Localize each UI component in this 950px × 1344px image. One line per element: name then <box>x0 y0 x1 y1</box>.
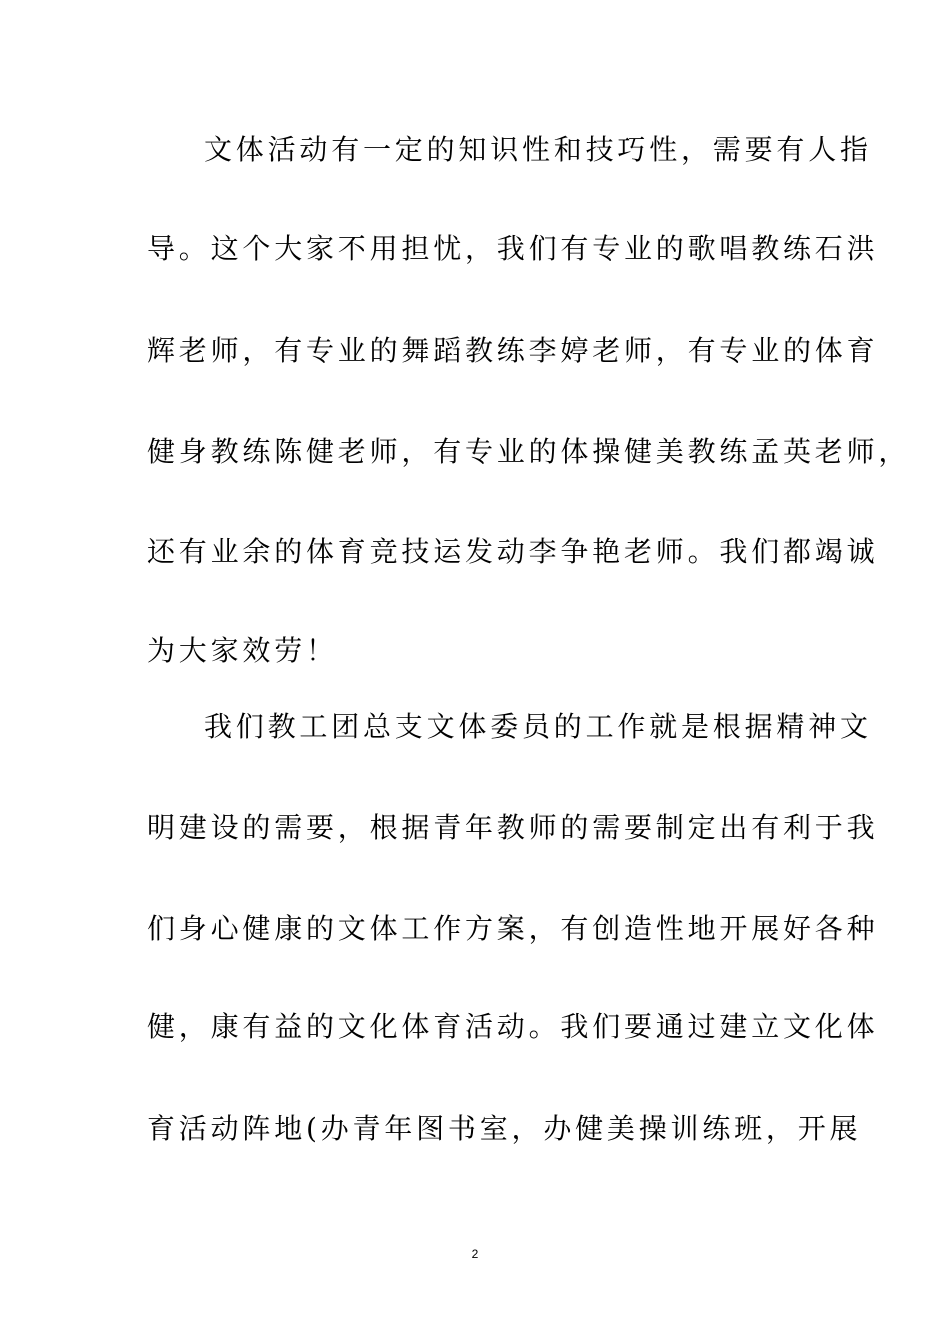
paragraph-1-line-3: 辉老师，有专业的舞蹈教练李婷老师，有专业的体育 <box>147 334 879 367</box>
paragraph-2-line-3: 们身心健康的文体工作方案，有创造性地开展好各种 <box>147 912 879 945</box>
paragraph-2-line-5: 育活动阵地(办青年图书室，办健美操训练班，开展 <box>147 1112 862 1145</box>
paragraph-2-line-2: 明建设的需要，根据青年教师的需要制定出有利于我 <box>147 811 879 844</box>
paragraph-1-line-5: 还有业余的体育竞技运发动李争艳老师。我们都竭诚 <box>147 535 879 568</box>
paragraph-2-line-1: 我们教工团总支文体委员的工作就是根据精神文 <box>204 710 872 743</box>
page-number: 2 <box>471 1247 479 1261</box>
paragraph-1-line-6: 为大家效劳！ <box>147 634 338 667</box>
paragraph-1-line-2: 导。这个大家不用担忧，我们有专业的歌唱教练石洪 <box>147 232 879 265</box>
paragraph-2-line-4: 健，康有益的文化体育活动。我们要通过建立文化体 <box>147 1010 879 1043</box>
paragraph-1-line-1: 文体活动有一定的知识性和技巧性，需要有人指 <box>204 133 872 166</box>
paragraph-1-line-4: 健身教练陈健老师，有专业的体操健美教练孟英老师， <box>147 435 911 468</box>
